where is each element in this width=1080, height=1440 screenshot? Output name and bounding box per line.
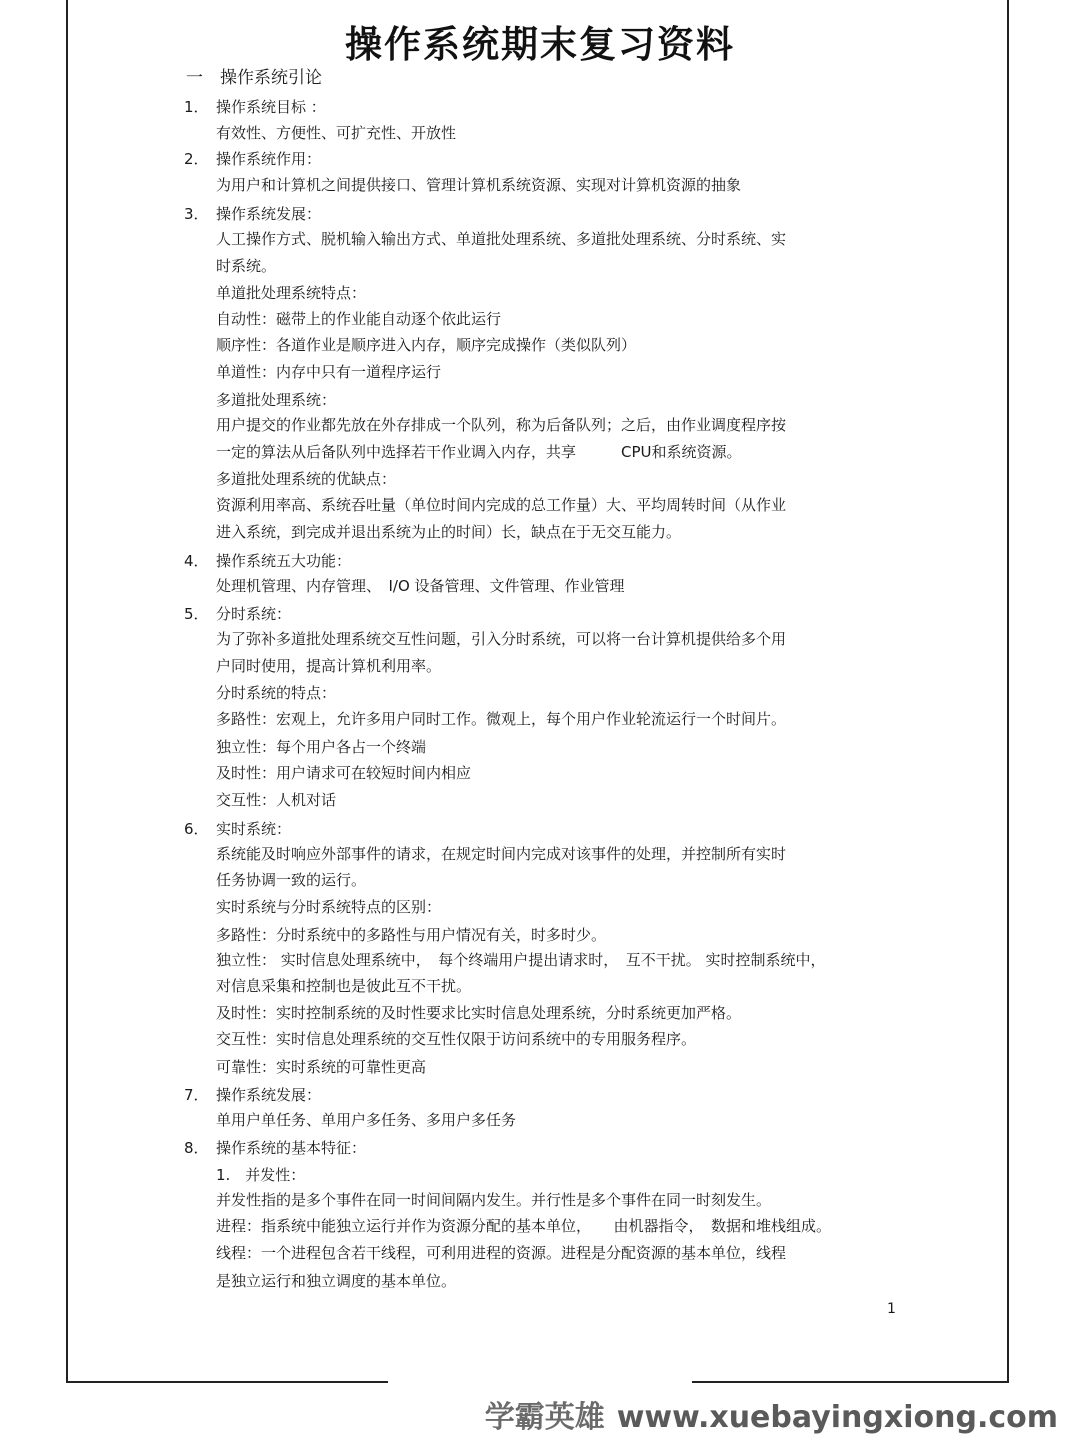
text-line: 独立性： 实时信息处理系统中， 每个终端用户提出请求时， 互不干扰。 实时控制系统中， — [216, 951, 826, 969]
text-line: 任务协调一致的运行。 — [216, 871, 367, 889]
text-line: 为了弥补多道批处理系统交互性问题，引入分时系统，可以将一台计算机提供给多个用 — [216, 630, 787, 648]
text-line: 时系统。 — [216, 257, 277, 275]
text-line: 并发性指的是多个事件在同一时间间隔内发生。并行性是多个事件在同一时刻发生。 — [216, 1191, 772, 1209]
text-line: 多道批处理系统的优缺点： — [216, 470, 397, 488]
section-heading: 一 操作系统引论 — [186, 68, 322, 88]
text-line: 进程：指系统中能独立运行并作为资源分配的基本单位， 由机器指令， 数据和堆栈组成。 — [216, 1217, 832, 1235]
page-number: 1 — [887, 1301, 896, 1317]
item-heading-2: 操作系统作用： — [216, 150, 322, 168]
item-number-6: 6． — [184, 820, 209, 838]
text-line: 是独立运行和独立调度的基本单位。 — [216, 1272, 457, 1290]
text-line: 对信息采集和控制也是彼此互不干扰。 — [216, 977, 472, 995]
text-line: 进入系统，到完成并退出系统为止的时间）长，缺点在于无交互能力。 — [216, 523, 682, 541]
item-number-1: 1． — [184, 98, 209, 116]
item-heading-5: 分时系统： — [216, 605, 292, 623]
text-line: 资源利用率高、系统吞吐量（单位时间内完成的总工作量）大、平均周转时间（从作业 — [216, 496, 787, 514]
text-line: 分时系统的特点： — [216, 684, 337, 702]
watermark-brand: 学霸英雄 — [484, 1400, 605, 1435]
text-line: 独立性：每个用户各占一个终端 — [216, 738, 427, 756]
text-line: 交互性：人机对话 — [216, 791, 337, 809]
text-line: 线程：一个进程包含若干线程，可利用进程的资源。进程是分配资源的基本单位，线程 — [216, 1244, 787, 1262]
watermark — [485, 1392, 1058, 1436]
text-line: 单道性：内存中只有一道程序运行 — [216, 363, 442, 381]
text-line: 系统能及时响应外部事件的请求，在规定时间内完成对该事件的处理，并控制所有实时 — [216, 845, 787, 863]
item-heading-7: 操作系统发展： — [216, 1086, 322, 1104]
item-number-4: 4． — [184, 552, 209, 570]
text-line: 交互性：实时信息处理系统的交互性仅限于访问系统中的专用服务程序。 — [216, 1030, 697, 1048]
text-line: 有效性、方便性、可扩充性、开放性 — [216, 124, 457, 142]
item-heading-3: 操作系统发展： — [216, 205, 322, 223]
text-line: 可靠性：实时系统的可靠性更高 — [216, 1058, 427, 1076]
text-line: 顺序性：各道作业是顺序进入内存，顺序完成操作（类似队列） — [216, 336, 637, 354]
text-line: 自动性：磁带上的作业能自动逐个依此运行 — [216, 310, 502, 328]
text-line: 实时系统与分时系统特点的区别： — [216, 898, 442, 916]
text-line: 多路性：分时系统中的多路性与用户情况有关，时多时少。 — [216, 926, 607, 944]
text-line: 及时性：实时控制系统的及时性要求比实时信息处理系统，分时系统更加严格。 — [216, 1004, 742, 1022]
item-number-7: 7． — [184, 1086, 209, 1104]
text-line: 为用户和计算机之间提供接口、管理计算机系统资源、实现对计算机资源的抽象 — [216, 176, 742, 194]
text-line: 及时性：用户请求可在较短时间内相应 — [216, 764, 472, 782]
text-line: 多路性：宏观上，允许多用户同时工作。微观上，每个用户作业轮流运行一个时间片。 — [216, 710, 787, 728]
text-line: 多道批处理系统： — [216, 391, 337, 409]
text-line: 1. 并发性： — [216, 1166, 306, 1184]
item-number-3: 3． — [184, 205, 209, 223]
text-line: 一定的算法从后备队列中选择若干作业调入内存，共享 CPU和系统资源。 — [216, 443, 742, 461]
text-line: 户同时使用，提高计算机利用率。 — [216, 657, 442, 675]
text-line: 处理机管理、内存管理、 I/O 设备管理、文件管理、作业管理 — [216, 577, 625, 595]
item-heading-8: 操作系统的基本特征： — [216, 1139, 367, 1157]
text-line: 用户提交的作业都先放在外存排成一个队列，称为后备队列；之后，由作业调度程序按 — [216, 416, 787, 434]
text-line: 人工操作方式、脱机输入输出方式、单道批处理系统、多道批处理系统、分时系统、实 — [216, 230, 787, 248]
item-heading-6: 实时系统： — [216, 820, 292, 838]
text-line: 单用户单任务、单用户多任务、多用户多任务 — [216, 1111, 517, 1129]
item-heading-4: 操作系统五大功能： — [216, 552, 352, 570]
item-number-2: 2． — [184, 150, 209, 168]
item-number-8: 8． — [184, 1139, 209, 1157]
document-title: 操作系统期末复习资料 — [345, 23, 735, 66]
text-line: 单道批处理系统特点： — [216, 284, 367, 302]
page-frame-gap — [388, 1380, 692, 1386]
watermark-url: www.xuebayingxiong.com — [616, 1400, 1058, 1435]
item-number-5: 5． — [184, 605, 209, 623]
item-heading-1: 操作系统目标 ： — [216, 98, 326, 116]
